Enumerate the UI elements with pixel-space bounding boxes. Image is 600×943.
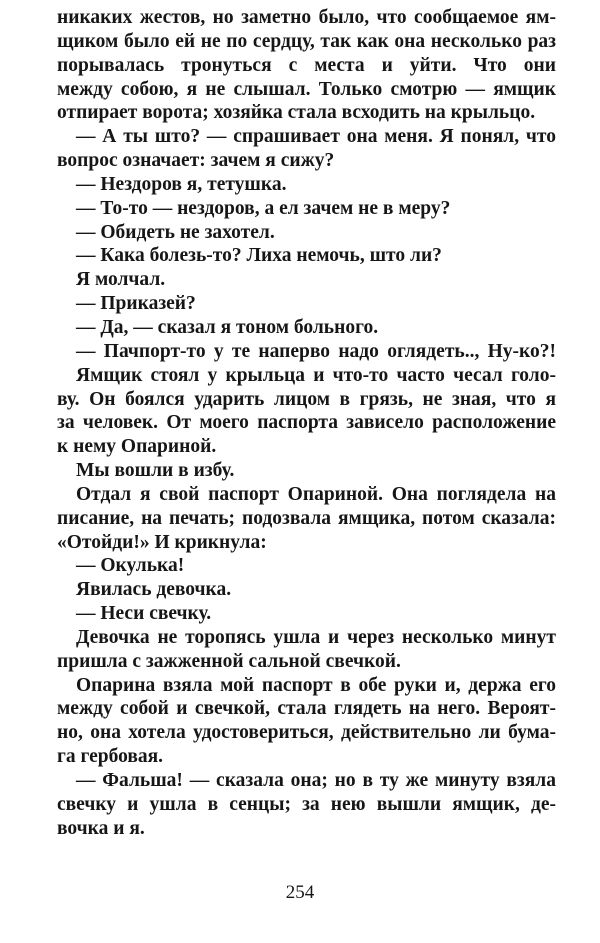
text-line: — Нездоров я, тетушка.: [76, 173, 287, 195]
text-line: — Кака болезь-то? Лиха немочь, што ли?: [76, 245, 442, 267]
text-line: между собою, я не слышал. Только смотрю — ямщик: [57, 78, 556, 100]
text-line: щиком было ей не по сердцу, так как она несколько раз: [57, 30, 556, 52]
text-line: — А ты што? — спрашивает она меня. Я понял, что: [76, 126, 556, 148]
text-line: Я молчал.: [76, 269, 166, 291]
text-line: к нему Опариной.: [57, 436, 217, 458]
page-text: [57, 6, 556, 841]
text-line: отпирает ворота; хозяйка стала всходить на крыльцо.: [57, 102, 536, 124]
text-line: Явилась девочка.: [76, 579, 232, 601]
text-line: Ямщик стоял у крыльца и что-то часто чесал голо-: [76, 364, 556, 386]
text-line: — Обидеть не захотел.: [76, 221, 275, 243]
text-line: — Пачпорт-то у те наперво надо оглядеть.., Ну-ко?!: [76, 340, 556, 362]
page-number: 254: [285, 882, 315, 903]
text-line: пришла с зажженной сальной свечкой.: [57, 650, 401, 672]
text-line: ву. Он боялся ударить лицом в грязь, не зная, что я: [57, 388, 556, 410]
text-line: за человек. От моего паспорта зависело расположение: [57, 412, 556, 434]
text-line: Девочка не торопясь ушла и через несколько минут: [76, 626, 556, 648]
text-line: га гербовая.: [57, 746, 164, 768]
text-line: — Да, — сказал я тоном больного.: [76, 316, 379, 338]
text-line: порывалась тронуться с места и уйти. Что они: [57, 54, 556, 76]
text-line: между собой и свечкой, стала глядеть на него. Вероят-: [57, 698, 556, 720]
text-line: — Фальша! — сказала она; но в ту же минуту взяла: [76, 770, 556, 791]
text-line: вочка и я.: [57, 817, 145, 839]
text-line: Опарина взяла мой паспорт в обе руки и, держа его: [76, 674, 556, 696]
text-line: вопрос означает: зачем я сижу?: [57, 150, 335, 172]
text-line: — То-то — нездоров, а ел зачем не в меру?: [76, 197, 451, 219]
text-line: Мы вошли в избу.: [76, 460, 235, 482]
text-line: — Неси свечку.: [76, 603, 212, 625]
text-line: «Отойди!» И крикнула:: [57, 531, 267, 553]
text-line: — Окулька!: [76, 555, 185, 577]
text-line: но, она хотела удостовериться, действительно ли бума-: [57, 722, 556, 744]
text-line: Отдал я свой паспорт Опариной. Она поглядела на: [76, 483, 556, 505]
text-line: писание, на печать; подозвала ямщика, потом сказала:: [57, 507, 556, 529]
text-line: свечку и ушла в сенцы; за нею вышли ямщик, де-: [57, 793, 556, 815]
text-line: никаких жестов, но заметно было, что сообщаемое ям-: [57, 7, 556, 28]
text-line: — Приказей?: [76, 293, 196, 315]
